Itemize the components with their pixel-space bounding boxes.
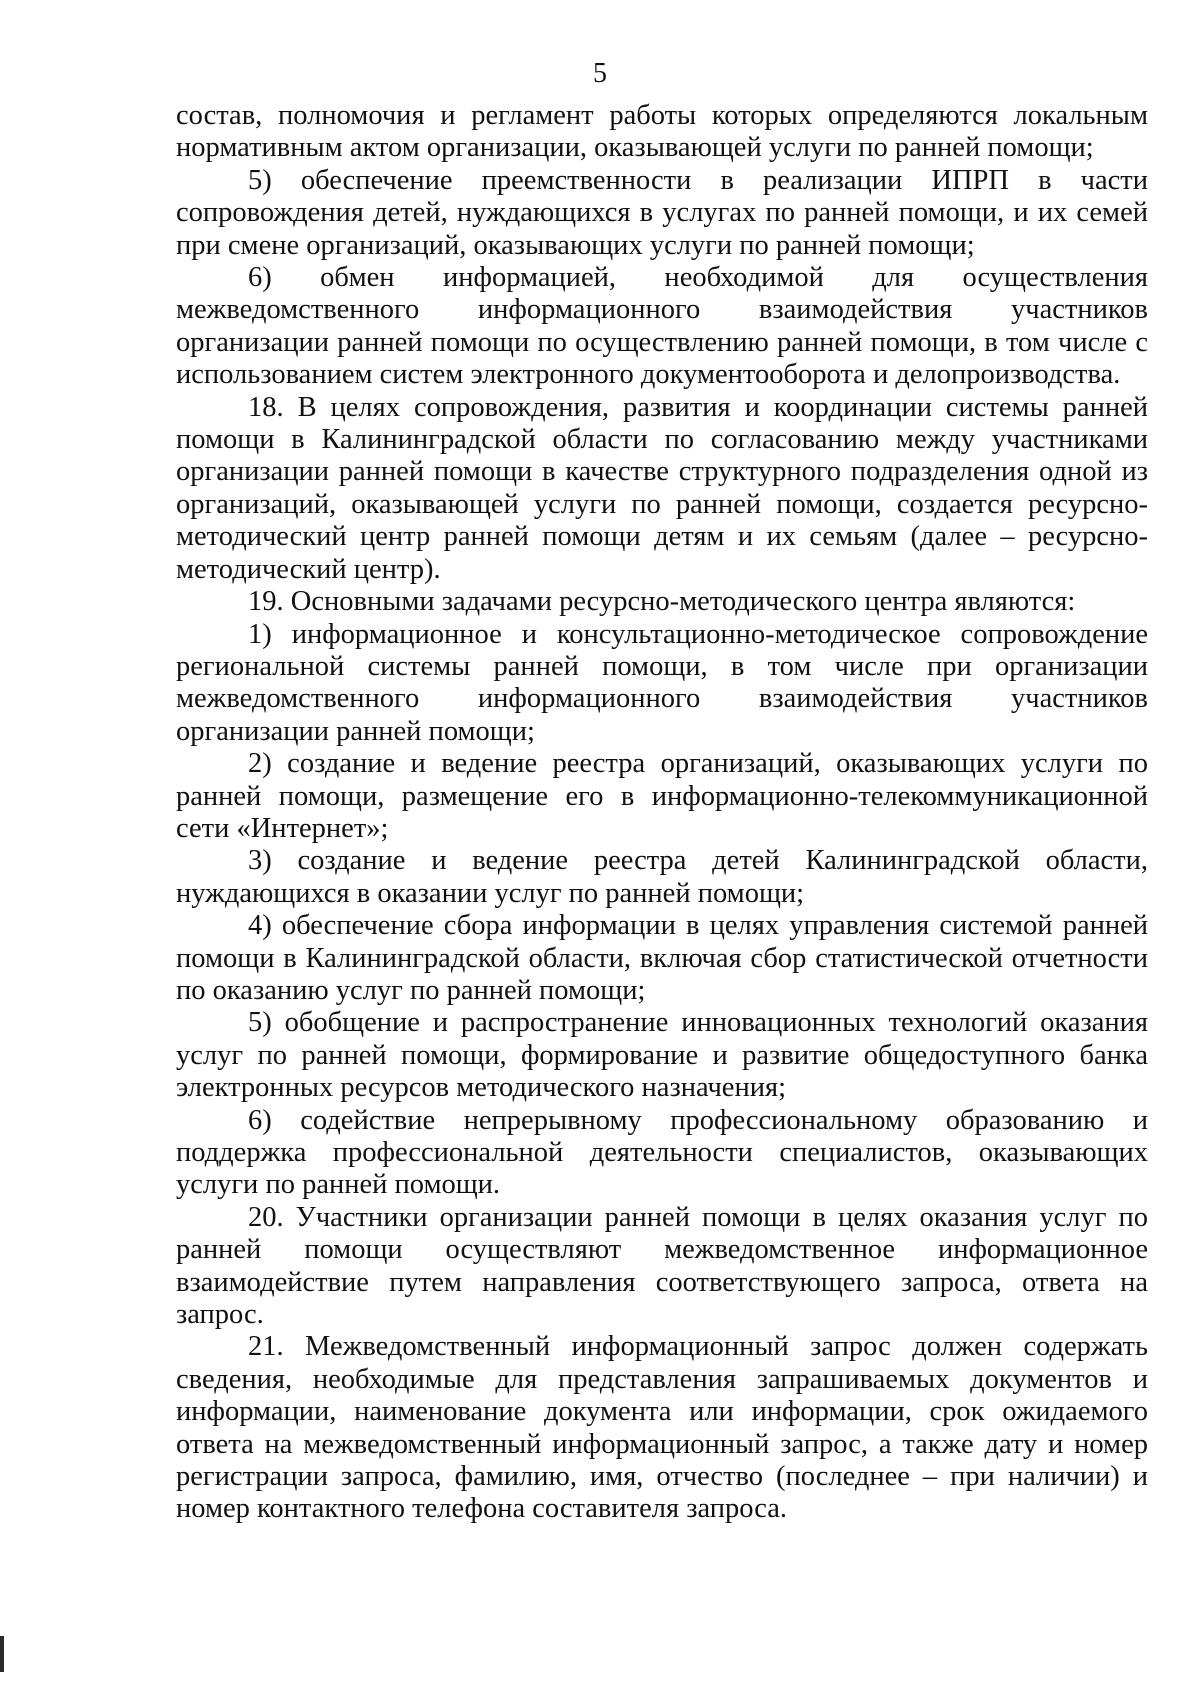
page-number: 5	[593, 58, 607, 89]
paragraph-20: 20. Участники организации ранней помощи в целях оказания услуг по ранней помощи осуществляют межведомственное информационное взаимодействие путем направления соответствующего запроса, ответа на запрос.	[176, 1201, 1148, 1331]
paragraph-19-item-5: 5) обобщение и распространение инновационных технологий оказания услуг по ранней помощи, формирование и развитие общедоступного банка электронных ресурсов методического назначения;	[176, 1007, 1148, 1104]
paragraph-19-item-4: 4) обеспечение сбора информации в целях управления системой ранней помощи в Калининградской области, включая сбор статистической отчетности по оказанию услуг по ранней помощи;	[176, 910, 1148, 1006]
paragraph-item-6: 6) обмен информацией, необходимой для осуществления межведомственного информационного взаимодействия участников организации ранней помощи по осуществлению ранней помощи, в том числе с использованием систем электронного документооборота и делопроизводства.	[176, 262, 1148, 391]
paragraph-19-item-1: 1) информационное и консультационно-методическое сопровождение региональной системы ранней помощи, в том числе при организации межведомственного информационного взаимодействия участников организации ранней помощи;	[176, 618, 1148, 747]
paragraph-continuation: состав, полномочия и регламент работы которых определяются локальным нормативным актом организации, оказывающей услуги по ранней помощи;	[176, 100, 1148, 164]
paragraph-18: 18. В целях сопровождения, развития и координации системы ранней помощи в Калининградской области по согласованию между участниками организации ранней помощи в качестве структурного подразделения одной из организаций, оказывающей услуги по ранней помощи, создается ресурсно-методический центр ранней помощи детям и их семьям (далее – ресурсно-методический центр).	[176, 391, 1148, 585]
document-body	[176, 100, 1148, 1526]
paragraph-19: 19. Основными задачами ресурсно-методического центра являются:	[248, 586, 1076, 618]
paragraph-19-item-2: 2) создание и ведение реестра организаций, оказывающих услуги по ранней помощи, размещение его в информационно-телекоммуникационной сети «Интернет»;	[176, 748, 1148, 844]
paragraph-item-5: 5) обеспечение преемственности в реализации ИПРП в части сопровождения детей, нуждающихся в услугах по ранней помощи, и их семей при смене организаций, оказывающих услуги по ранней помощи;	[176, 164, 1148, 261]
paragraph-21: 21. Межведомственный информационный запрос должен содержать сведения, необходимые для представления запрашиваемых документов и информации, наименование документа или информации, срок ожидаемого ответа на межведомственный информационный запрос, а также дату и номер регистрации запроса, фамилию, имя, отчество (последнее – при наличии) и номер контактного телефона составителя запроса.	[176, 1331, 1148, 1525]
paragraph-19-item-3: 3) создание и ведение реестра детей Калининградской области, нуждающихся в оказании услуг по ранней помощи;	[176, 845, 1148, 909]
paragraph-19-item-6: 6) содействие непрерывному профессиональному образованию и поддержка профессиональной деятельности специалистов, оказывающих услуги по ранней помощи.	[176, 1104, 1148, 1201]
scan-edge-mark	[0, 1636, 4, 1672]
